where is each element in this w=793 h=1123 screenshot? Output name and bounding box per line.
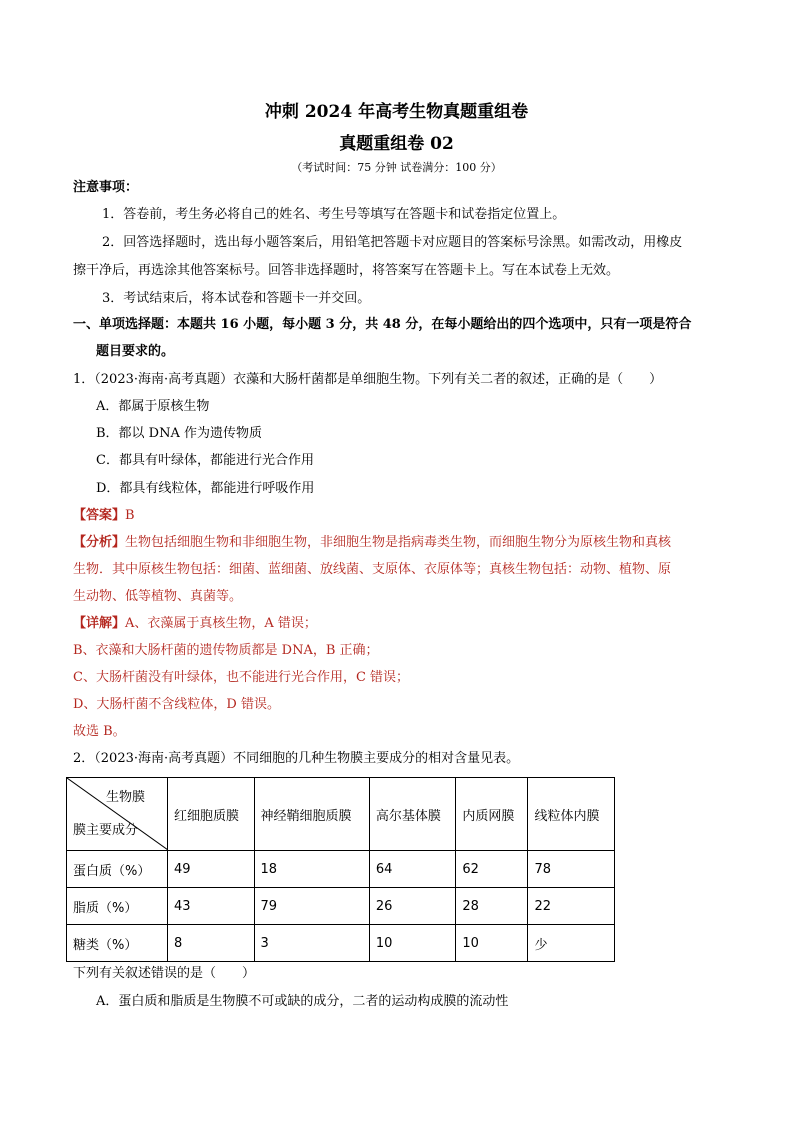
table-cell: 43: [168, 888, 255, 925]
analysis-text: 生物．其中原核生物包括：细菌、蓝细菌、放线菌、支原体、衣原体等；真核生物包括：动物、植物、原: [73, 562, 672, 577]
row-label: 脂质（%）: [67, 888, 168, 925]
analysis-text: 生动物、低等植物、真菌等。: [73, 589, 243, 604]
table-cell: 49: [168, 851, 255, 888]
page-title: 冲刺 2024 年高考生物真题重组卷: [264, 102, 529, 122]
table-row: [67, 925, 615, 962]
answer-label: 【答案】: [73, 508, 126, 523]
table-cell: 22: [528, 888, 615, 925]
table-row: [67, 851, 615, 888]
table-header-cell: 红细胞质膜: [168, 778, 255, 851]
analysis-line: [73, 535, 671, 551]
section-heading-cont: 题目要求的。: [96, 344, 175, 359]
table-cell: 79: [254, 888, 369, 925]
option: C．都具有叶绿体，都能进行光合作用: [96, 453, 314, 468]
detail-text: C、大肠杆菌没有叶绿体，也不能进行光合作用，C 错误；: [73, 670, 410, 685]
exam-info: （考试时间：75 分钟 试卷满分：100 分）: [291, 161, 502, 174]
table-cell: 62: [456, 851, 528, 888]
answer-line: [73, 508, 135, 524]
notice-item: 3．考试结束后，将本试卷和答题卡一并交回。: [102, 291, 371, 306]
detail-label: 【详解】: [73, 616, 126, 631]
analysis-label: 【分析】: [73, 535, 126, 550]
table-cell: 28: [456, 888, 528, 925]
notice-item: 擦干净后，再选涂其他答案标号。回答非选择题时，将答案写在答题卡上。写在本试卷上无效。: [73, 263, 620, 278]
corner-bottom-label: 膜主要成分: [73, 823, 139, 838]
table-cell: 78: [528, 851, 615, 888]
notice-heading: 注意事项：: [73, 180, 139, 195]
row-label: 糖类（%）: [67, 925, 168, 962]
option: B．都以 DNA 作为遗传物质: [96, 426, 263, 441]
question-stem: 2．（2023·海南·高考真题）不同细胞的几种生物膜主要成分的相对含量见表。: [73, 751, 520, 766]
row-label: 蛋白质（%）: [67, 851, 168, 888]
answer-value: B: [125, 508, 135, 523]
table-cell: 10: [369, 925, 456, 962]
membrane-table: [66, 777, 615, 962]
question-prompt: 下列有关叙述错误的是（ ）: [73, 966, 256, 981]
table-cell: 26: [369, 888, 456, 925]
corner-top-label: 生物膜: [105, 790, 145, 805]
option: A．都属于原核生物: [96, 399, 210, 414]
table-cell: 18: [254, 851, 369, 888]
detail-text: B、衣藻和大肠杆菌的遗传物质都是 DNA，B 正确；: [73, 643, 379, 658]
table-header-cell: 内质网膜: [456, 778, 528, 851]
page-subtitle: 真题重组卷 02: [339, 134, 454, 154]
table-cell: 64: [369, 851, 456, 888]
table-header-row: [67, 778, 615, 851]
option: D．都具有线粒体，都能进行呼吸作用: [96, 481, 315, 496]
section-heading: 一、单项选择题：本题共 16 小题，每小题 3 分，共 48 分，在每小题给出的四个选项中，只有一项是符合: [73, 317, 692, 332]
analysis-text: 生物包括细胞生物和非细胞生物，非细胞生物是指病毒类生物，而细胞生物分为原核生物和真核: [125, 535, 672, 550]
notice-item: 2．回答选择题时，选出每小题答案后，用铅笔把答题卡对应题目的答案标号涂黑。如需改动，用橡皮: [102, 235, 683, 250]
table-row: [67, 888, 615, 925]
table-header-cell: 线粒体内膜: [528, 778, 615, 851]
detail-line: [73, 616, 317, 632]
table-cell: 3: [254, 925, 369, 962]
table-header-cell: 神经鞘细胞质膜: [254, 778, 369, 851]
conclusion: 故选 B。: [73, 724, 126, 739]
option: A．蛋白质和脂质是生物膜不可或缺的成分，二者的运动构成膜的流动性: [96, 994, 509, 1009]
table-cell: 少: [528, 925, 615, 962]
detail-text: A、衣藻属于真核生物，A 错误；: [125, 616, 317, 631]
detail-text: D、大肠杆菌不含线粒体，D 错误。: [73, 697, 280, 712]
question-stem: 1．（2023·海南·高考真题）衣藻和大肠杆菌都是单细胞生物。下列有关二者的叙述，正确的是（ ）: [73, 372, 663, 387]
notice-item: 1．答卷前，考生务必将自己的姓名、考生号等填写在答题卡和试卷指定位置上。: [102, 207, 566, 222]
table-cell: 10: [456, 925, 528, 962]
table-cell: 8: [168, 925, 255, 962]
table-corner-cell: [67, 778, 168, 851]
table-header-cell: 高尔基体膜: [369, 778, 456, 851]
